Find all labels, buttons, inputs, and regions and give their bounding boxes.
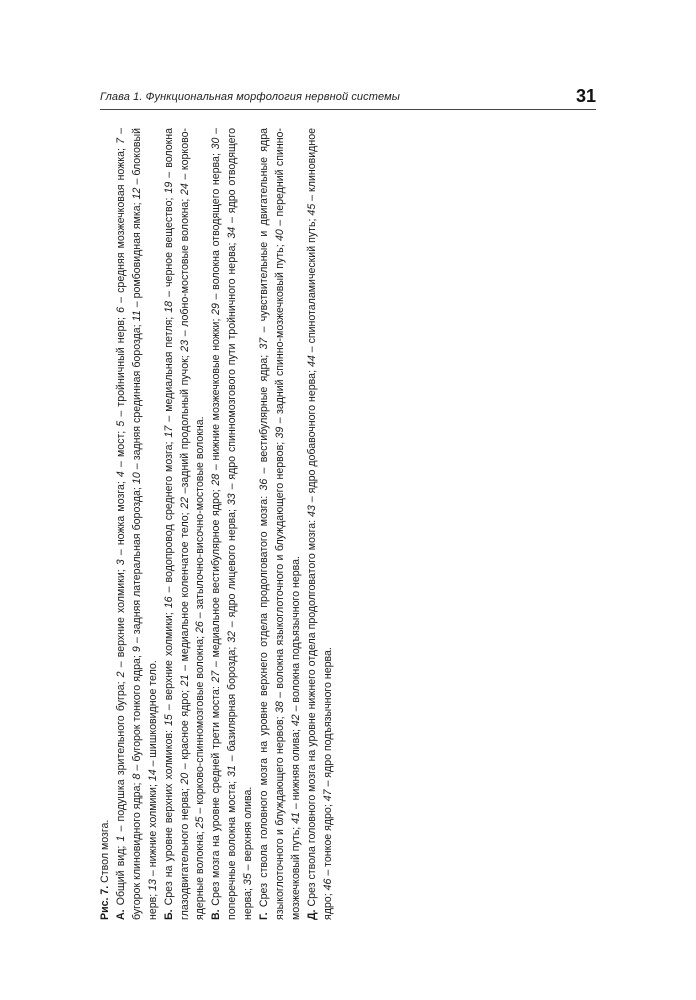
- item-text: Срез мозга на уровне средней трети моста:: [210, 682, 223, 910]
- item-text: – ромбовидная ямка;: [130, 199, 143, 311]
- item-text: – задняя латеральная борозда;: [130, 484, 143, 647]
- item-text: – чувствительные и двигательные ядра языкоглоточного и блуждающего нервов;: [258, 128, 286, 920]
- item-number: 27: [210, 670, 223, 683]
- item-text: – волокна подъязычного нерва.: [289, 556, 302, 715]
- item-number: 46: [321, 878, 334, 891]
- caption-section: [257, 128, 305, 920]
- item-text: – ядро спинномозгового пути тройничного нерва;: [226, 238, 239, 494]
- item-text: – ядро добавочного нерва;: [305, 367, 318, 506]
- item-text: – корково-спинномозговые волокна;: [194, 633, 207, 817]
- item-number: 4: [114, 471, 127, 478]
- item-number: 47: [321, 789, 334, 802]
- figure-title: Ствол мозга.: [99, 819, 111, 886]
- item-number: 5: [114, 420, 127, 427]
- item-number: 15: [162, 714, 175, 727]
- item-number: 18: [162, 300, 175, 313]
- figure-caption: [98, 127, 334, 920]
- item-text: – задний спинно-мозжечковый путь;: [273, 240, 286, 427]
- item-text: – волокна языкоглоточного и блуждающего нервов;: [273, 438, 286, 702]
- item-number: 28: [210, 473, 223, 486]
- item-number: 42: [289, 714, 302, 727]
- item-text: – передний спинно-мозжечковый путь;: [273, 128, 302, 920]
- item-number: 11: [130, 310, 143, 322]
- item-text: – подушка зрительного бугра;: [114, 677, 127, 836]
- section-letter: Б.: [162, 909, 175, 920]
- item-number: 35: [242, 873, 255, 886]
- item-text: Срез на уровне верхних холмиков:: [162, 726, 175, 910]
- item-number: 44: [305, 355, 318, 368]
- item-number: 17: [162, 425, 175, 438]
- item-text: – водопровод среднего мозга;: [162, 437, 175, 597]
- item-number: 16: [162, 596, 175, 609]
- item-text: – черное вещество;: [162, 193, 175, 301]
- item-number: 19: [162, 181, 175, 194]
- item-number: 20: [178, 772, 191, 785]
- item-number: 22: [178, 496, 191, 509]
- item-text: –задний продольный пучок;: [178, 351, 191, 497]
- item-text: – блоковый нерв;: [130, 128, 159, 920]
- item-text: – ядро подъязычного нерва.: [321, 647, 334, 790]
- chapter-title: Глава 1. Функциональная морфология нервной системы: [100, 91, 400, 103]
- item-number: 9: [130, 646, 143, 653]
- item-text: – шишковидное тело.: [146, 660, 159, 770]
- header-rule: [100, 109, 596, 110]
- item-text: – волокна глазодвигательного нерва;: [162, 128, 191, 920]
- item-number: 40: [273, 229, 286, 241]
- item-number: 23: [178, 339, 191, 352]
- item-number: 2: [114, 671, 127, 678]
- item-text: – верхние холмики;: [162, 608, 175, 715]
- item-text: Срез ствола головного мозга на уровне верхнего отдела продолговатого мозга:: [258, 490, 271, 913]
- item-text: Срез ствола головного мозга на уровне нижнего отдела продолговатого мозга:: [305, 516, 318, 910]
- item-number: 14: [146, 769, 159, 782]
- running-header: [100, 88, 596, 108]
- item-number: 26: [194, 621, 207, 633]
- item-number: 25: [194, 816, 207, 829]
- page-number: 31: [575, 86, 596, 106]
- caption-section: [162, 128, 210, 920]
- item-number: 7: [114, 137, 127, 144]
- item-number: 12: [130, 187, 143, 200]
- item-text: – корково-ядерные волокна;: [178, 127, 207, 920]
- item-number: 41: [289, 812, 302, 824]
- item-text: Общий вид;: [114, 841, 127, 910]
- item-text: – ножка мозга;: [114, 477, 127, 560]
- item-number: 29: [210, 303, 223, 315]
- section-letter: Г.: [258, 912, 271, 920]
- item-number: 30: [210, 137, 223, 150]
- item-text: – бугорок тонкого ядра;: [130, 652, 143, 774]
- item-number: 10: [130, 472, 143, 485]
- item-number: 45: [305, 203, 318, 216]
- item-text: – базилярная борозда;: [226, 642, 239, 766]
- item-text: – медиальная петля;: [162, 312, 175, 426]
- item-number: 38: [273, 701, 286, 714]
- item-text: – мост;: [114, 426, 127, 472]
- item-number: 32: [226, 631, 239, 643]
- item-text: – клиновидное ядро;: [305, 128, 334, 920]
- item-text: – лобно-мостовые волокна;: [178, 195, 191, 340]
- caption-section: [114, 128, 162, 920]
- caption-title-line: [98, 128, 114, 920]
- item-text: – бугорок клиновидного ядра;: [114, 127, 143, 920]
- item-text: – ядро отводящего нерва;: [226, 127, 255, 920]
- section-letter: В.: [210, 909, 223, 920]
- item-number: 36: [258, 478, 271, 491]
- item-text: – вестибулярные ядра;: [258, 349, 271, 479]
- item-text: – поперечные волокна моста;: [210, 128, 239, 920]
- item-number: 24: [178, 183, 191, 196]
- item-number: 3: [114, 559, 127, 566]
- item-text: – затылочно-височно-мостовые волокна.: [194, 416, 207, 622]
- caption-section: [209, 128, 257, 920]
- section-letter: Д.: [305, 909, 318, 920]
- item-text: – ядро лицевого нерва;: [226, 505, 239, 631]
- item-text: – медиальное коленчатое тело;: [178, 508, 191, 675]
- item-text: – тонкое ядро;: [321, 801, 334, 879]
- item-number: 13: [146, 879, 159, 891]
- figure-label: Рис. 7.: [99, 885, 111, 920]
- item-number: 8: [130, 773, 143, 780]
- item-number: 6: [114, 307, 127, 313]
- item-text: – волокна отводящего нерва;: [210, 149, 223, 304]
- item-text: – красное ядро;: [178, 686, 191, 773]
- caption-section: [305, 128, 337, 920]
- item-number: 21: [178, 674, 191, 687]
- item-text: – верхние холмики;: [114, 565, 127, 672]
- item-text: – нижние мозжечковые ножки;: [210, 314, 223, 474]
- item-number: 1: [114, 835, 127, 842]
- item-text: – нижние холмики;: [146, 781, 159, 880]
- item-text: – верхняя олива.: [242, 786, 255, 874]
- item-text: – спиноталамический путь;: [305, 215, 318, 356]
- item-text: – медиальное вестибулярное ядро;: [210, 485, 223, 671]
- section-letter: А.: [114, 909, 127, 920]
- item-text: – нижняя олива;: [289, 726, 302, 813]
- item-number: 37: [258, 337, 271, 350]
- item-number: 34: [226, 226, 239, 239]
- item-text: – задняя срединная борозда;: [130, 321, 143, 473]
- item-number: 43: [305, 505, 318, 517]
- item-number: 31: [226, 765, 239, 777]
- item-number: 39: [273, 426, 286, 439]
- item-number: 33: [226, 493, 239, 506]
- item-text: – средняя мозжечковая ножка;: [114, 143, 127, 307]
- item-text: – тройничный нерв;: [114, 312, 127, 421]
